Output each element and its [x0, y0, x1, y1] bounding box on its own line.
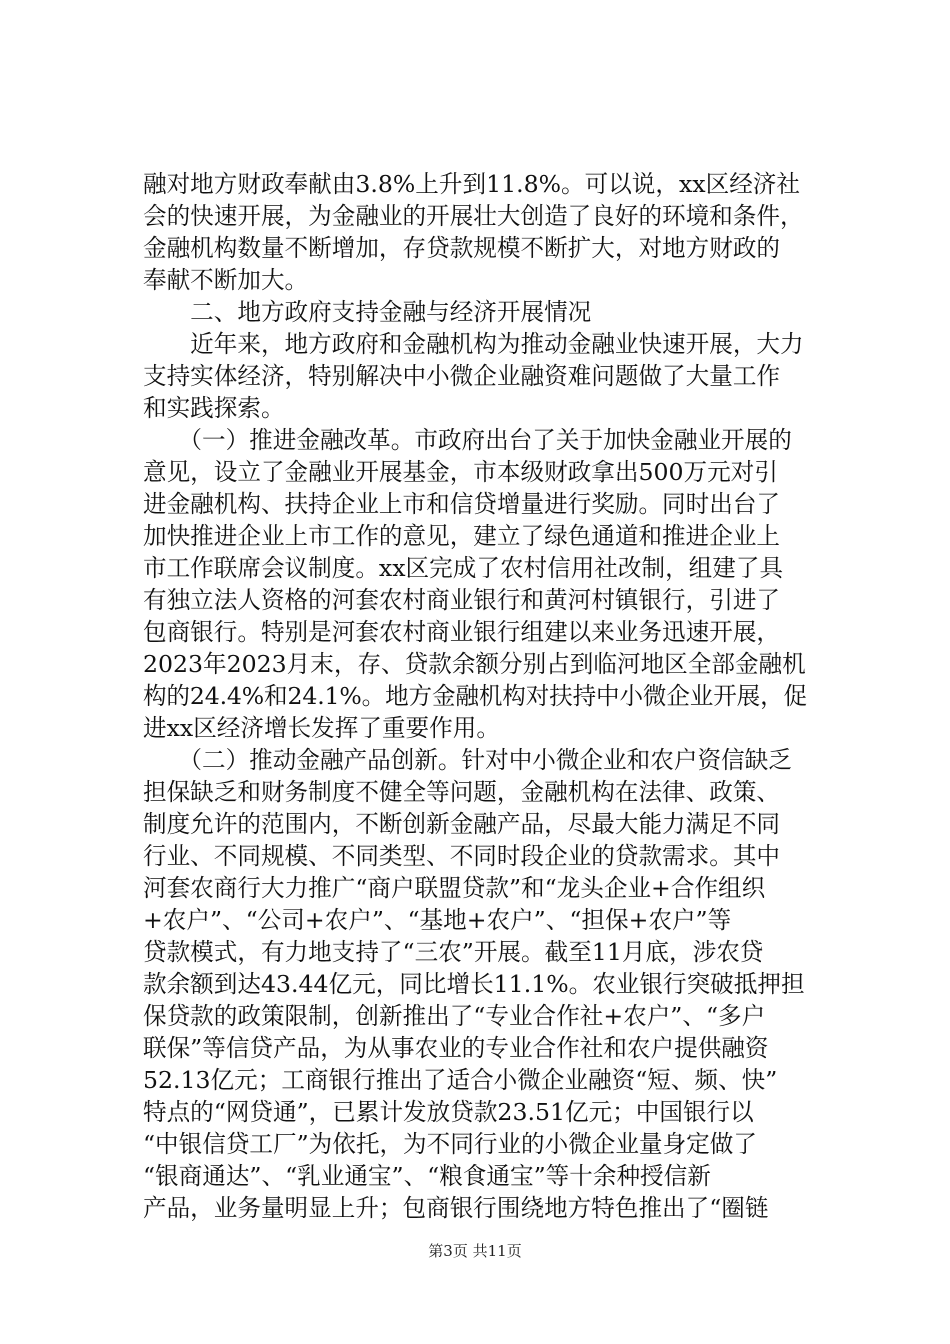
text-line: 近年来，地方政府和金融机构为推动金融业快速开展，大力 — [143, 330, 804, 358]
text-line: 支持实体经济，特别解决中小微企业融资难问题做了大量工作 — [143, 362, 781, 390]
text-line: （二）推动金融产品创新。针对中小微企业和农户资信缺乏 — [143, 746, 792, 774]
text-line: 进金融机构、扶持企业上市和信贷增量进行奖励。同时出台了 — [143, 490, 781, 518]
text-line: 融对地方财政奉献由3.8%上升到11.8%。可以说，xx区经济社 — [143, 170, 800, 198]
text-line: 会的快速开展，为金融业的开展壮大创造了良好的环境和条件， — [143, 202, 804, 230]
text-line: 行业、不同规模、不同类型、不同时段企业的贷款需求。其中 — [143, 842, 781, 870]
text-line: 保贷款的政策限制，创新推出了“专业合作社+农户”、“多户 — [143, 1002, 766, 1030]
text-line: 产品，业务量明显上升；包商银行围绕地方特色推出了“圈链 — [143, 1194, 769, 1222]
text-line: +农户”、“公司+农户”、“基地+农户”、“担保+农户”等 — [143, 906, 732, 934]
text-line: 52.13亿元；工商银行推出了适合小微企业融资“短、频、快” — [143, 1066, 778, 1094]
text-line: 和实践探索。 — [143, 394, 285, 422]
text-line: 加快推进企业上市工作的意见，建立了绿色通道和推进企业上 — [143, 522, 781, 550]
text-line: 构的24.4%和24.1%。地方金融机构对扶持中小微企业开展，促 — [143, 682, 807, 710]
text-line: “银商通达”、“乳业通宝”、“粮食通宝”等十余种授信新 — [143, 1162, 711, 1190]
text-line: 河套农商行大力推广“商户联盟贷款”和“龙头企业+合作组织 — [143, 874, 766, 902]
text-line: （一）推进金融改革。市政府出台了关于加快金融业开展的 — [143, 426, 792, 454]
page-footer: 第3页 共11页 — [428, 1242, 522, 1260]
text-line: 特点的“网贷通”，已累计发放贷款23.51亿元；中国银行以 — [143, 1098, 754, 1126]
text-line: 金融机构数量不断增加，存贷款规模不断扩大，对地方财政的 — [143, 234, 781, 262]
text-line: 有独立法人资格的河套农村商业银行和黄河村镇银行，引进了 — [143, 586, 781, 614]
text-line: 款余额到达43.44亿元，同比增长11.1%。农业银行突破抵押担 — [143, 970, 805, 998]
text-line: 市工作联席会议制度。xx区完成了农村信用社改制，组建了具 — [143, 554, 784, 582]
text-line: 意见，设立了金融业开展基金，市本级财政拿出500万元对引 — [143, 458, 778, 486]
text-line: “中银信贷工厂”为依托，为不同行业的小微企业量身定做了 — [143, 1130, 757, 1158]
text-line: 包商银行。特别是河套农村商业银行组建以来业务迅速开展， — [143, 618, 781, 646]
text-line: 奉献不断加大。 — [143, 266, 309, 294]
text-line: 进xx区经济增长发挥了重要作用。 — [143, 714, 500, 742]
document-body — [143, 168, 807, 1224]
text-line: 二、地方政府支持金融与经济开展情况 — [143, 298, 592, 326]
text-line: 联保”等信贷产品，为从事农业的专业合作社和农户提供融资 — [143, 1034, 769, 1062]
text-line: 2023年2023月末，存、贷款余额分别占到临河地区全部金融机 — [143, 650, 806, 678]
text-line: 制度允许的范围内，不断创新金融产品，尽最大能力满足不同 — [143, 810, 781, 838]
text-line: 贷款模式，有力地支持了“三农”开展。截至11月底，涉农贷 — [143, 938, 764, 966]
text-line: 担保缺乏和财务制度不健全等问题，金融机构在法律、政策、 — [143, 778, 781, 806]
